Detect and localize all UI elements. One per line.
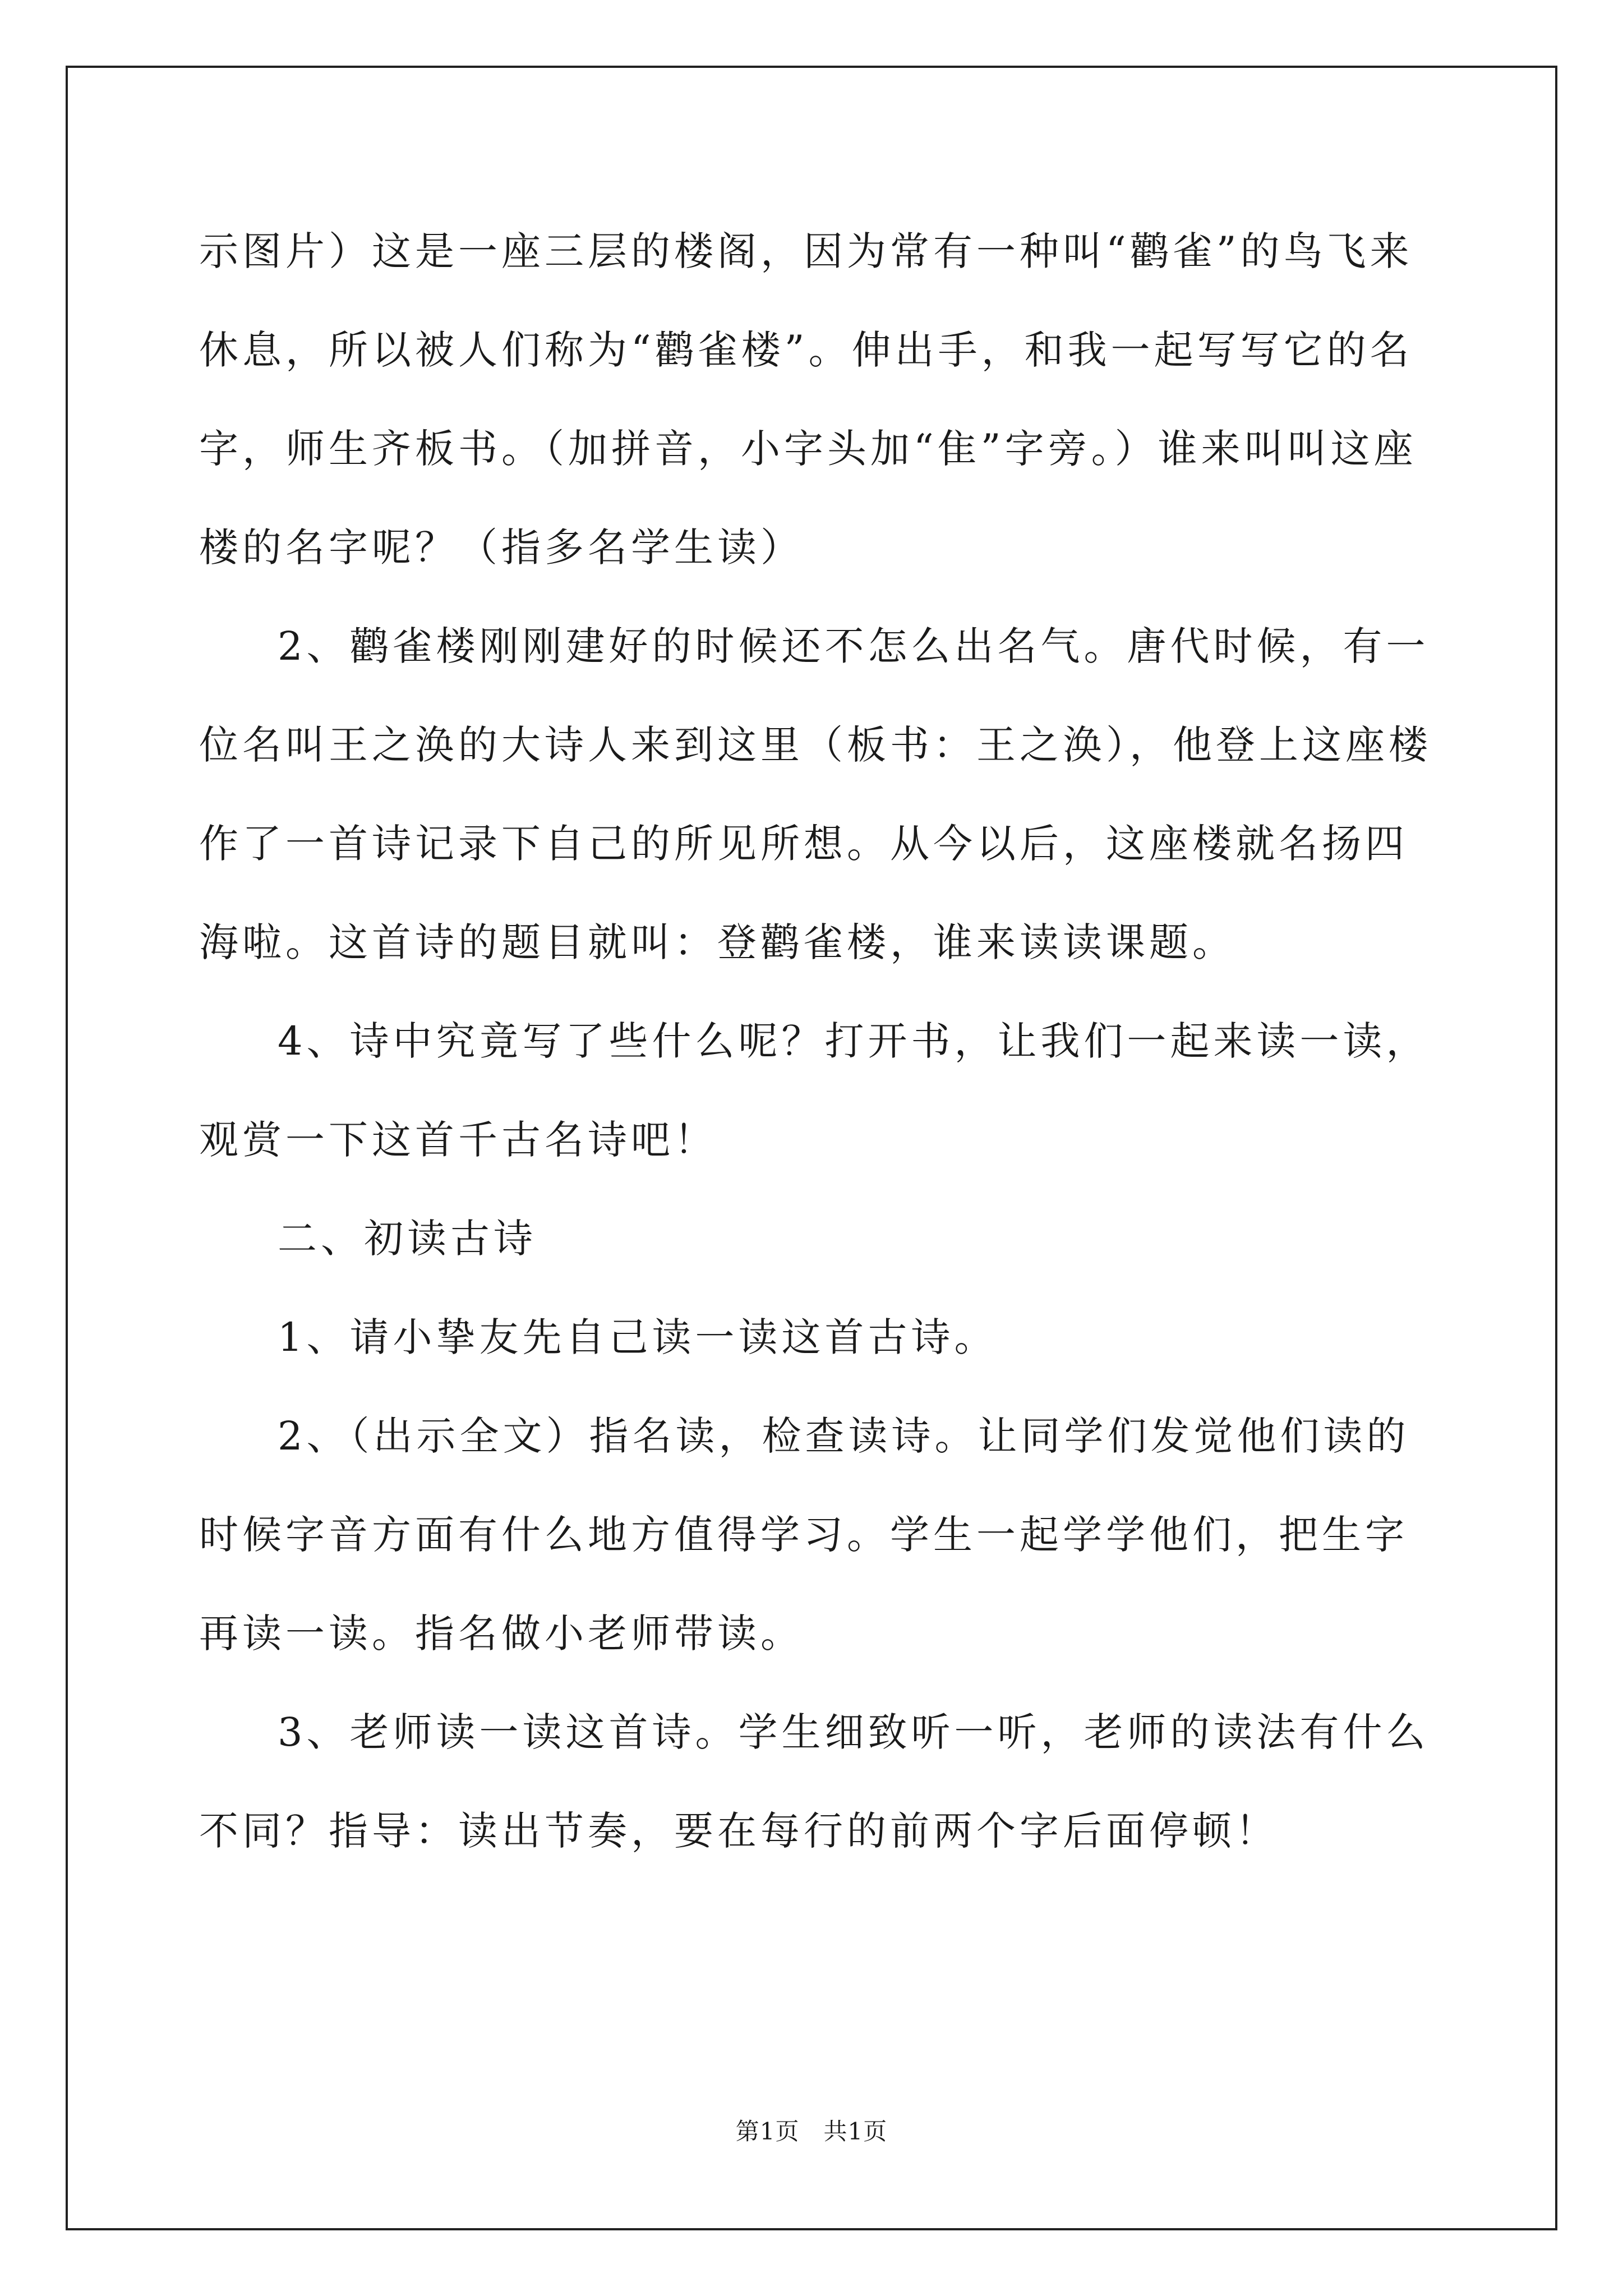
page-number: 第1页 共1页 <box>735 2118 888 2145</box>
paragraph-1: 示图片）这是一座三层的楼阁，因为常有一种叫“鹳雀”的鸟飞来休息，所以被人们称为“鹳雀楼”。伸出手，和我一起写写它的名字，师生齐板书。（加拼音，小字头加“隹”字旁。）谁来叫叫这座楼的名字呢？（指多名学生读） <box>199 228 1417 570</box>
paragraph-4: 1、请小挚友先自己读一读这首古诗。 <box>278 1314 998 1360</box>
document-body <box>199 202 1433 1880</box>
paragraph-3: 4、诗中究竟写了些什么呢？打开书，让我们一起来读一读，观赏一下这首千古名诗吧！ <box>199 1018 1430 1163</box>
section-heading: 二、初读古诗 <box>278 1216 537 1262</box>
paragraph-5: 2、（出示全文）指名读，检查读诗。让同学们发觉他们读的时候字音方面有什么地方值得学习。学生一起学学他们，把生字再读一读。指名做小老师带读。 <box>199 1413 1410 1657</box>
paragraph-2: 2、鹳雀楼刚刚建好的时候还不怎么出名气。唐代时候，有一位名叫王之涣的大诗人来到这里（板书：王之涣），他登上这座楼作了一首诗记录下自己的所见所想。从今以后，这座楼就名扬四海啦。这首诗的题目就叫：登鹳雀楼，谁来读读课题。 <box>199 623 1432 965</box>
paragraph-6: 3、老师读一读这首诗。学生细致听一听，老师的读法有什么不同？指导：读出节奏，要在每行的前两个字后面停顿！ <box>199 1709 1430 1854</box>
